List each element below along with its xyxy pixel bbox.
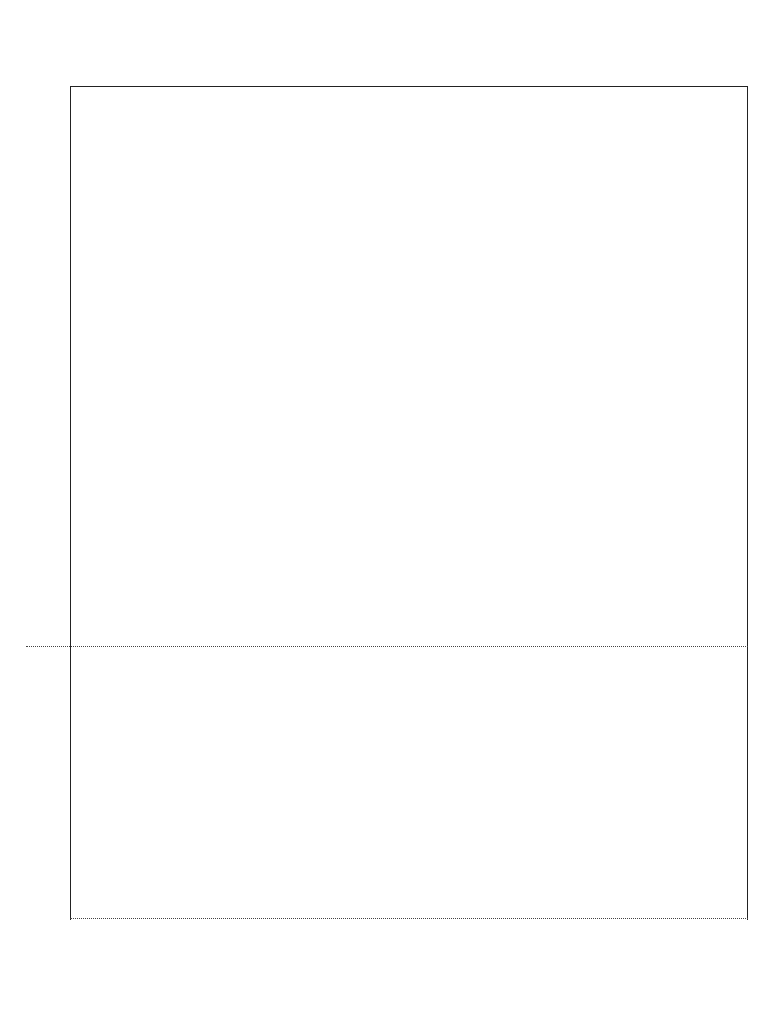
frame-right-rule [747, 86, 748, 920]
dotted-separator [26, 646, 748, 647]
dotted-bottom-rule [70, 918, 748, 919]
frame-left-rule [70, 86, 71, 920]
frame-top-rule [70, 86, 748, 87]
